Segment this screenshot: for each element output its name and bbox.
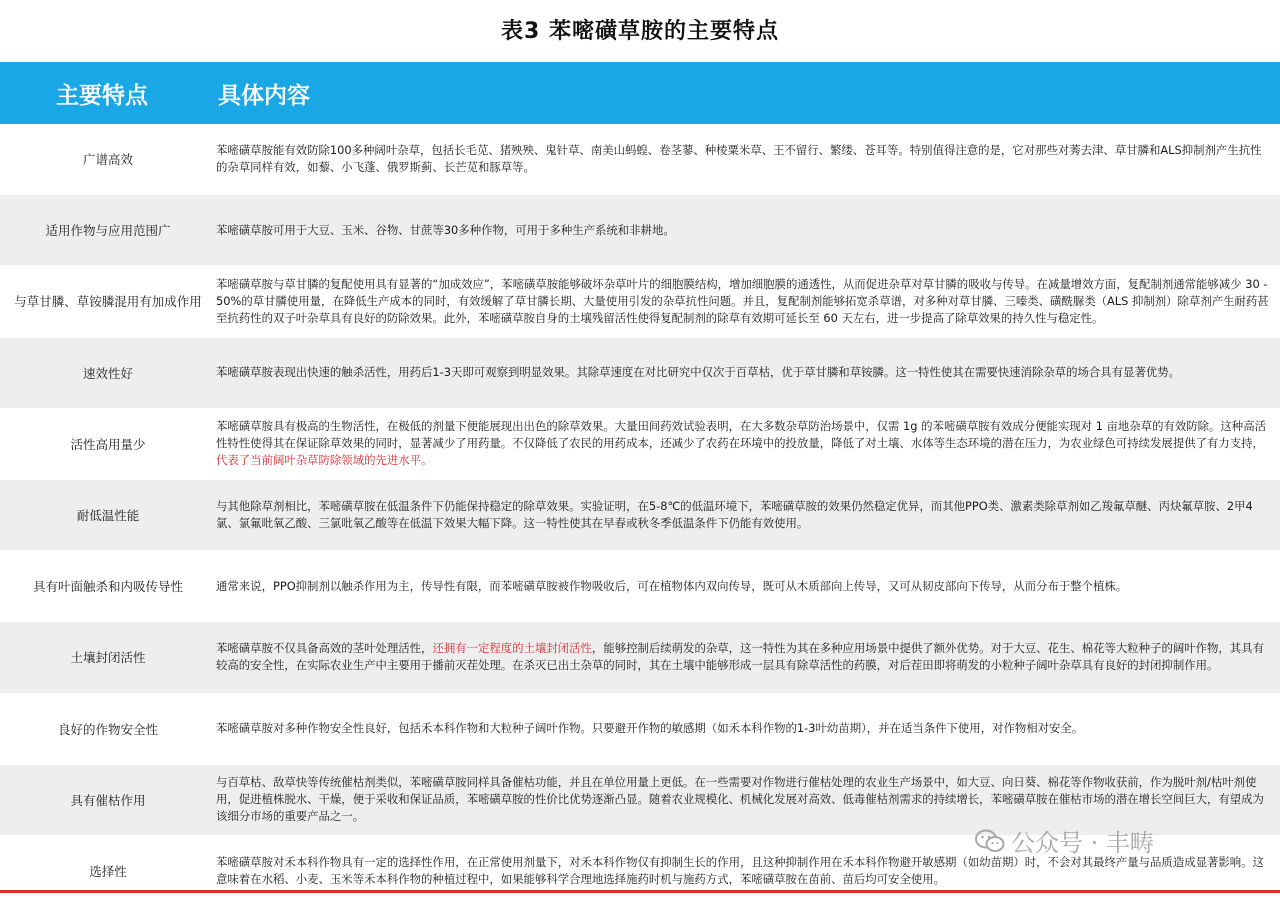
watermark — [975, 823, 1154, 858]
header-feature: 主要特点 — [56, 82, 148, 109]
content-cell: 苯嘧磺草胺对禾本科作物具有一定的选择性作用，在正常使用剂量下，对禾本科作物仅有抑制生长的作用，且这种抑制作用在禾本科作物避开敏感期（如幼苗期）时，不会对其最终产量与品质造成显著影响。这意味着在水稻、小麦、玉米等禾本科作物的种植过程中，如果能够科学合理地选择施药时机与施药方式，苯嘧磺草胺在苗前、苗后均可安全使用。 — [216, 854, 1264, 886]
table-row — [0, 338, 1280, 409]
content-cell: 苯嘧磺草胺可用于大豆、玉米、谷物、甘蔗等30多种作物，可用于多种生产系统和非耕地。 — [216, 222, 675, 237]
content-cell: 苯嘧磺草胺对多种作物安全性良好，包括禾本科作物和大粒种子阔叶作物。只要避开作物的敏感期（如禾本科作物的1-3叶幼苗期），并在适当条件下使用，对作物相对安全。 — [216, 721, 1084, 736]
watermark-text: 公众号 · 丰畴 — [1011, 829, 1154, 857]
content-text: 苯嘧磺草胺具有极高的生物活性，在极低的剂量下便能展现出出色的除草效果。大量田间药效试验表明，在大多数杂草防治场景中，仅需 1g 的苯嘧磺草胺有效成分便能实现对 1 亩地杂草的有效防除。这种高活性特性使得其在保证除草效果的同时，显著减少了用药量。不仅降低了农民的用药成本，还减少了农药在环境中的投放量，降低了对土壤、水体等生态环境的潜在压力，为农业绿色可持续发展提供了有力支持， — [216, 419, 1266, 451]
table-row — [0, 551, 1280, 622]
content-cell — [216, 640, 1280, 674]
content-cell: 苯嘧磺草胺与草甘膦的复配使用具有显著的“加成效应”，苯嘧磺草胺能够破坏杂草叶片的细胞膜结构，增加细胞膜的通透性，从而促进杂草对草甘膦的吸收与传导。在减量增效方面，复配制剂通常能够减少 30 - 50%的草甘膦使用量，在降低生产成本的同时，有效缓解了草甘膦长期、大量使用引发的杂草抗性问题。并且，复配制剂能够拓宽杀草谱，对多种对草甘膦、三嗪类、磺酰脲类（ALS 抑制剂）除草剂产生耐药甚至抗药性的双子叶杂草具有良好的防除效果。此外，苯嘧磺草胺自身的土壤残留活性使得复配制剂的除草有效期可延长至 60 天左右，进一步提高了除草效果的持久性与稳定性。 — [216, 276, 1269, 325]
content-text-pre: 苯嘧磺草胺不仅具备高效的茎叶处理活性， — [216, 641, 433, 656]
feature-cell: 具有叶面触杀和内吸传导性 — [32, 579, 183, 595]
table-title: 表3 苯嘧磺草胺的主要特点 — [501, 19, 779, 44]
bottom-divider — [0, 890, 1280, 893]
table-row — [0, 195, 1280, 266]
table-row — [0, 409, 1280, 480]
feature-cell: 选择性 — [89, 863, 127, 879]
table-row — [0, 694, 1280, 765]
table-body — [0, 124, 1280, 907]
content-cell: 苯嘧磺草胺表现出快速的触杀活性，用药后1-3天即可观察到明显效果。其除草速度在对比研究中仅次于百草枯，优于草甘膦和草铵膦。这一特性使其在需要快速消除杂草的场合具有显著优势。 — [216, 365, 1181, 380]
content-cell: 与百草枯、敌草快等传统催枯剂类似，苯嘧磺草胺同样具备催枯功能，并且在单位用量上更低。在一些需要对作物进行催枯处理的农业生产场景中，如大豆、向日葵、棉花等作物收获前，作为脱叶剂/枯叶剂使用，促进植株脱水、干燥，便于采收和保证品质，苯嘧磺草胺的性价比优势逐渐凸显。随着农业规模化、机械化发展对高效、低毒催枯剂需求的持续增长，苯嘧磺草胺在催枯市场的潜在增长空间巨大，有望成为该细分市场的重要产品之一。 — [216, 775, 1264, 824]
content-text: ，能够控制后续萌发的杂草，这一特性为其在多种应用场景中提供了额外优势。对于大豆、花生、棉花等大粒种子的阔叶作物，其具有较高的安全性，在实际农业生产中主要用于播前灭茬处理。在杀灭已出土杂草的同时，其在土壤中能够形成一层具有除草活性的药膜，对后茬田即将萌发的小粒种子阔叶杂草具有良好的封闭抑制作用。 — [216, 641, 1264, 673]
feature-cell: 良好的作物安全性 — [57, 721, 158, 737]
wechat-icon — [975, 828, 1005, 854]
feature-cell: 土壤封闭活性 — [70, 650, 146, 666]
highlight-text: 代表了当前阔叶杂草防除领域的先进水平。 — [216, 453, 433, 468]
header-content: 具体内容 — [218, 82, 310, 109]
content-cell: 与其他除草剂相比，苯嘧磺草胺在低温条件下仍能保持稳定的除草效果。实验证明，在5-8℃的低温环境下，苯嘧磺草胺的效果仍然稳定优异，而其他PPO类、激素类除草剂如乙羧氟草醚、丙炔氟草胺、2甲4氯、氯氟吡氧乙酸、三氯吡氧乙酸等在低温下效果大幅下降。这一特性使其在早春或秋冬季低温条件下仍能有效使用。 — [216, 499, 1253, 531]
table-row — [0, 124, 1280, 195]
feature-cell: 适用作物与应用范围广 — [45, 223, 171, 239]
feature-cell: 耐低温性能 — [76, 508, 140, 524]
feature-cell: 速效性好 — [82, 365, 133, 381]
content-cell — [216, 418, 1280, 469]
feature-cell: 活性高用量少 — [70, 436, 146, 452]
highlight-text: 还拥有一定程度的土壤封闭活性 — [432, 641, 592, 656]
table-row — [0, 622, 1280, 693]
feature-cell: 具有催枯作用 — [70, 792, 146, 808]
table-row — [0, 480, 1280, 551]
table-row — [0, 266, 1280, 337]
content-cell: 通常来说，PPO抑制剂以触杀作用为主，传导性有限，而苯嘧磺草胺被作物吸收后，可在植物体内双向传导，既可从木质部向上传导，又可从韧皮部向下传导，从而分布于整个植株。 — [216, 578, 1128, 593]
feature-cell: 广谱高效 — [82, 152, 133, 168]
feature-cell: 与草甘膦、草铵膦混用有加成作用 — [14, 294, 202, 310]
table-header — [0, 62, 1280, 124]
content-cell: 苯嘧磺草胺能有效防除100多种阔叶杂草，包括长毛苋、猪殃殃、鬼针草、南美山蚂蝗、卷茎蓼、种棱粟米草、王不留行、繁缕、苍耳等。特别值得注意的是，它对那些对莠去津、草甘膦和ALS抑制剂产生抗性的杂草同样有效，如藜、小飞蓬、俄罗斯蓟、长芒苋和豚草等。 — [216, 143, 1262, 175]
